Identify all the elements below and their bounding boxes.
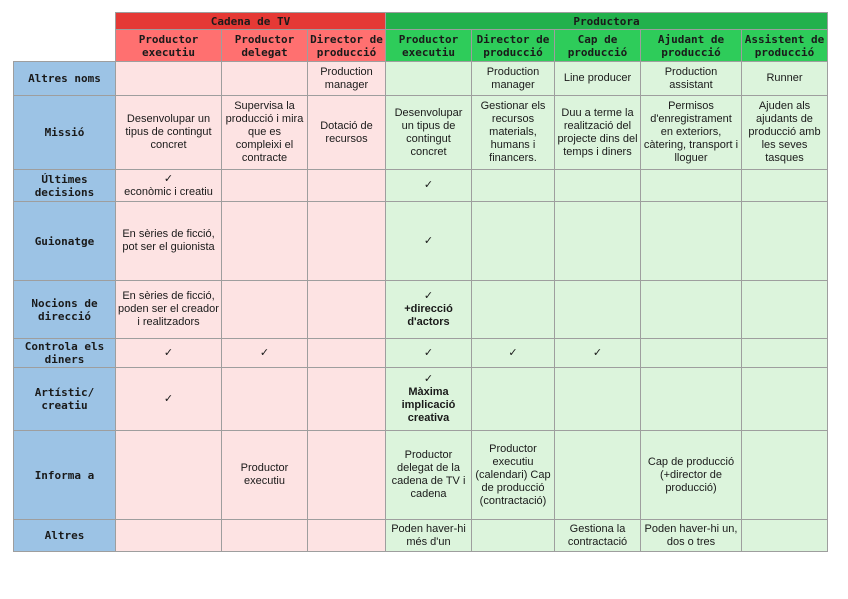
table-row [14,96,828,170]
cell [472,202,555,281]
table-row [14,202,828,281]
group-header-tv: Cadena de TV [116,13,386,30]
check-mark: ✓ [386,339,472,368]
cell: Ajuden als ajudants de producció amb les seves tasques [742,96,828,170]
check-mark: ✓ [472,339,555,368]
table-row [14,170,828,202]
roles-table [13,12,828,552]
cell [472,281,555,339]
cell [555,368,641,431]
row-header-missio: Missió [14,96,116,170]
table-row [14,281,828,339]
cell [116,431,222,520]
check-mark: ✓ [116,368,222,431]
cell [742,170,828,202]
cell [116,62,222,96]
cell: Desenvolupar un tipus de contingut concret [386,96,472,170]
cell [555,431,641,520]
check-mark: ✓ [555,339,641,368]
table-row [14,520,828,552]
cell [308,339,386,368]
cell [222,281,308,339]
check-mark: ✓ [116,339,222,368]
check-mark: ✓ [423,290,434,302]
row-header-altres: Altres [14,520,116,552]
cell [641,339,742,368]
cell: Permisos d'enregistrament en exteriors, càtering, transport i lloguer [641,96,742,170]
cell [386,62,472,96]
cell [308,368,386,431]
cell [222,62,308,96]
cell [472,368,555,431]
cell: Gestiona la contractació [555,520,641,552]
table-row [14,431,828,520]
cell [308,520,386,552]
col-header-p-exec: Productor executiu [386,30,472,62]
cell: Dotació de recursos [308,96,386,170]
table-row [14,62,828,96]
cell: Supervisa la producció i mira que es compleixi el contracte [222,96,308,170]
check-mark: ✓ [222,339,308,368]
col-header-tv-exec: Productor executiu [116,30,222,62]
cell [308,202,386,281]
cell [742,339,828,368]
cell: En sèries de ficció, poden ser el creador i realitzadors [116,281,222,339]
col-header-tv-director: Director de producció [308,30,386,62]
cell [472,170,555,202]
col-header-p-director: Director de producció [472,30,555,62]
col-header-p-ajudant: Ajudant de producció [641,30,742,62]
row-header-nocions: Nocions de direcció [14,281,116,339]
row-header-artistic: Artístic/ creatiu [14,368,116,431]
cell [116,170,222,202]
cell: Poden haver-hi més d'un [386,520,472,552]
col-header-p-assistent: Assistent de producció [742,30,828,62]
group-header-row [14,13,828,30]
cell [742,520,828,552]
row-header-altres-noms: Altres noms [14,62,116,96]
check-mark: ✓ [386,170,472,202]
cell [222,202,308,281]
cell [386,281,472,339]
cell: Productor delegat de la cadena de TV i cadena [386,431,472,520]
cell [555,170,641,202]
cell [222,368,308,431]
cell [641,368,742,431]
column-header-row [14,30,828,62]
cell-note: econòmic i creatiu [124,185,213,198]
cell [222,520,308,552]
cell: Poden haver-hi un, dos o tres [641,520,742,552]
cell [641,170,742,202]
cell: Duu a terme la realització del projecte dins del temps i diners [555,96,641,170]
cell-note: +direcció d'actors [404,303,453,328]
cell [742,281,828,339]
cell: Cap de producció (+director de producció) [641,431,742,520]
check-mark: ✓ [423,373,434,385]
check-mark: ✓ [386,202,472,281]
cell-note: Màxima implicació creativa [401,386,456,424]
table-row [14,368,828,431]
cell [222,170,308,202]
cell: Production assistant [641,62,742,96]
row-header-informa: Informa a [14,431,116,520]
cell [116,520,222,552]
cell [308,431,386,520]
table-row [14,339,828,368]
cell [472,520,555,552]
group-header-producer: Productora [386,13,828,30]
check-mark: ✓ [163,172,174,185]
cell [386,368,472,431]
row-header-guionatge: Guionatge [14,202,116,281]
cell: Productor executiu [222,431,308,520]
cell [308,281,386,339]
corner-cell [14,13,116,30]
cell: Production manager [472,62,555,96]
cell [742,368,828,431]
cell [742,202,828,281]
cell: Gestionar els recursos materials, humans i financers. [472,96,555,170]
row-header-controla: Controla els diners [14,339,116,368]
cell [555,281,641,339]
cell: Desenvolupar un tipus de contingut concret [116,96,222,170]
cell: En sèries de ficció, pot ser el guionista [116,202,222,281]
cell [742,431,828,520]
corner-cell-2 [14,30,116,62]
cell [641,202,742,281]
cell [555,202,641,281]
cell: Production manager [308,62,386,96]
col-header-p-cap: Cap de producció [555,30,641,62]
cell: Runner [742,62,828,96]
cell [308,170,386,202]
cell: Productor executiu (calendari) Cap de producció (contractació) [472,431,555,520]
cell [641,281,742,339]
row-header-ultimes: Últimes decisions [14,170,116,202]
col-header-tv-delegat: Productor delegat [222,30,308,62]
cell: Line producer [555,62,641,96]
